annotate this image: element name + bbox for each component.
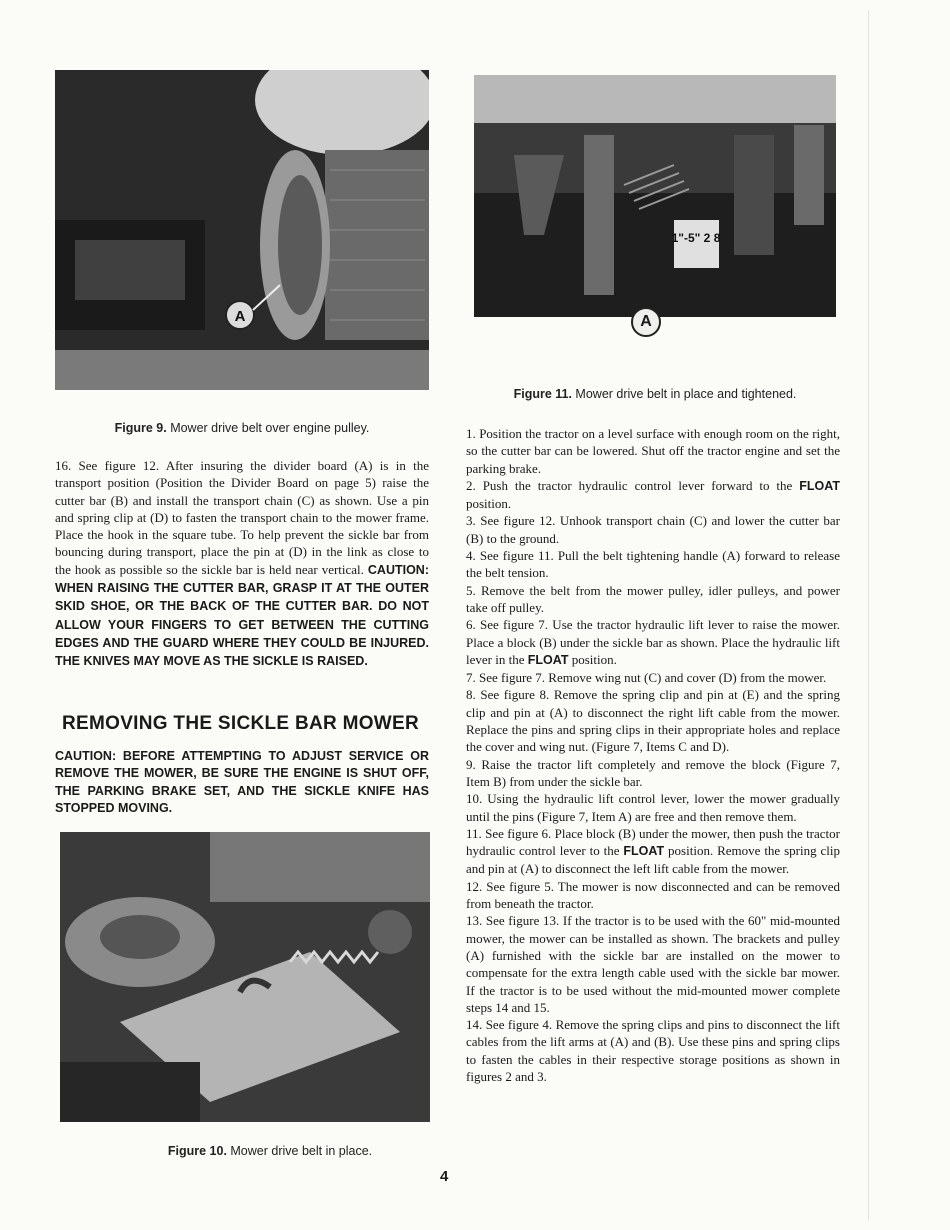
- step-11-end: position. Remove the spring clip and pin at (A) to disconnect the left lift cable from the mower.: [466, 843, 840, 877]
- step-4: 4. See figure 11. Pull the belt tightening handle (A) forward to release the belt tension.: [466, 548, 840, 581]
- figure-11-text: Mower drive belt in place and tightened.: [571, 387, 797, 401]
- right-column: [466, 425, 840, 1085]
- figure-11-callout-circle: [631, 307, 661, 337]
- figure-11-caption: [474, 387, 836, 401]
- figure-11-label: Figure 11.: [513, 387, 572, 401]
- figure-10-text: Mower drive belt in place.: [226, 1144, 373, 1158]
- step-13: 13. See figure 13. If the tractor is to be used with the 60" mid-mounted mower, the mower can be installed as shown. The brackets and pulley (A) furnished with the sickle bar are installed on the mower to compensate for the extra length cable used with the sickle bar mower. If the tractor is to be used without the mid-mounted mower complete steps 14 and 15.: [466, 913, 840, 1015]
- step-10: 10. Using the hydraulic lift control lever, lower the mower gradually until the pins (Figure 7, Item A) are free and then remove them.: [466, 791, 840, 824]
- page-number: 4: [440, 1168, 449, 1185]
- figure-11-photo: [474, 75, 836, 317]
- step-6-float: FLOAT: [527, 652, 569, 667]
- step-2-end: position.: [466, 496, 512, 512]
- step-11-text: 11. See figure 6. Place block (B) under the mower, then push the tractor hydraulic control lever to the: [466, 825, 840, 859]
- figure-10-caption: [60, 1144, 480, 1158]
- left-column: [55, 457, 429, 671]
- figure-10-label: Figure 10.: [167, 1144, 227, 1158]
- step-8: 8. See figure 8. Remove the spring clip and pin at (E) and the spring clip and pin at (A) to disconnect the right lift cable from the mower. Replace the pins and spring clips in their appropriate holes and replace the cover and wing nut. (Figure 7, Items C and D).: [466, 687, 840, 755]
- belt-tightened-illustration: [474, 75, 836, 317]
- step-6-end: position.: [568, 651, 617, 667]
- step-1: 1. Position the tractor on a level surface with enough room on the right, so the cutter bar can be lowered. Shut off the tractor engine and set the parking brake.: [466, 426, 840, 476]
- step-2: [466, 477, 840, 513]
- figure-10-photo: [60, 832, 430, 1122]
- step-2-text: 2. Push the tractor hydraulic control lever forward to the: [466, 477, 800, 493]
- figure-9-callout: A: [234, 308, 246, 325]
- figure-9-caption: [55, 421, 429, 435]
- figure-9-photo: [55, 70, 429, 390]
- figure-9-text: Mower drive belt over engine pulley.: [166, 421, 370, 435]
- engine-pulley-illustration: [55, 70, 429, 390]
- figure-11-callout: A: [640, 313, 652, 330]
- step-14: 14. See figure 4. Remove the spring clips and pins to disconnect the lift cables from the lift arms at (A) and (B). Use these pins and spring clips to fasten the cables in their respective storage positions as shown in figures 2 and 3.: [466, 1017, 840, 1084]
- removal-caution: CAUTION: BEFORE ATTEMPTING TO ADJUST SERVICE OR REMOVE THE MOWER, BE SURE THE ENGINE IS SHUT OFF, THE PARKING BRAKE SET, AND THE SICKLE KNIFE HAS STOPPED MOVING.: [55, 749, 429, 815]
- step-6: [466, 616, 840, 669]
- step-11: [466, 825, 840, 878]
- step-12: 12. See figure 5. The mower is now disconnected and can be removed from beneath the tractor.: [466, 878, 840, 912]
- step-16: [55, 457, 429, 671]
- step-16-text: 16. See figure 12. After insuring the divider board (A) is in the transport position (Position the Divider Board on page 5) raise the cutter bar (B) and install the transport chain (C) as shown. Use a pin and spring clip at (D) to fasten the transport chain to the mower frame. Place the hook in the square tube. To help prevent the sickle bar from bouncing during transport, place the pin at (D) in the link as close to the hook as possible so the sickle bar is held near vertical.: [55, 458, 429, 577]
- step-9: 9. Raise the tractor lift completely and remove the block (Figure 7, Item B) from under the sickle bar.: [466, 756, 840, 789]
- step-5: 5. Remove the belt from the mower pulley, idler pulleys, and power take off pulley.: [466, 582, 840, 615]
- step-16-caution: CAUTION: WHEN RAISING THE CUTTER BAR, GRASP IT AT THE OUTER SKID SHOE, OR THE BACK OF THE CUTTER BAR. DO NOT ALLOW YOUR FINGERS TO GET BETWEEN THE CUTTING EDGES AND THE GUARD WHERE THEY COULD BE INJURED. THE KNIVES MAY MOVE AS THE SICKLE IS RAISED.: [55, 562, 429, 669]
- step-3: 3. See figure 12. Unhook transport chain (C) and lower the cutter bar (B) to the ground.: [466, 513, 840, 546]
- step-2-float: FLOAT: [799, 478, 840, 493]
- belt-in-place-illustration: [60, 832, 430, 1122]
- step-6-text: 6. See figure 7. Use the tractor hydraulic lift lever to raise the mower. Place a block (B) under the sickle bar as shown. Place the hydraulic lift lever in the: [466, 617, 840, 667]
- figure-11-dimension: 1"-5" 2 8: [671, 231, 721, 245]
- step-11-float: FLOAT: [623, 844, 665, 859]
- figure-9-label: Figure 9.: [114, 421, 167, 435]
- section-heading: REMOVING THE SICKLE BAR MOWER: [62, 713, 420, 734]
- page-edge-line: [868, 10, 869, 1220]
- step-7: 7. See figure 7. Remove wing nut (C) and cover (D) from the mower.: [466, 670, 827, 686]
